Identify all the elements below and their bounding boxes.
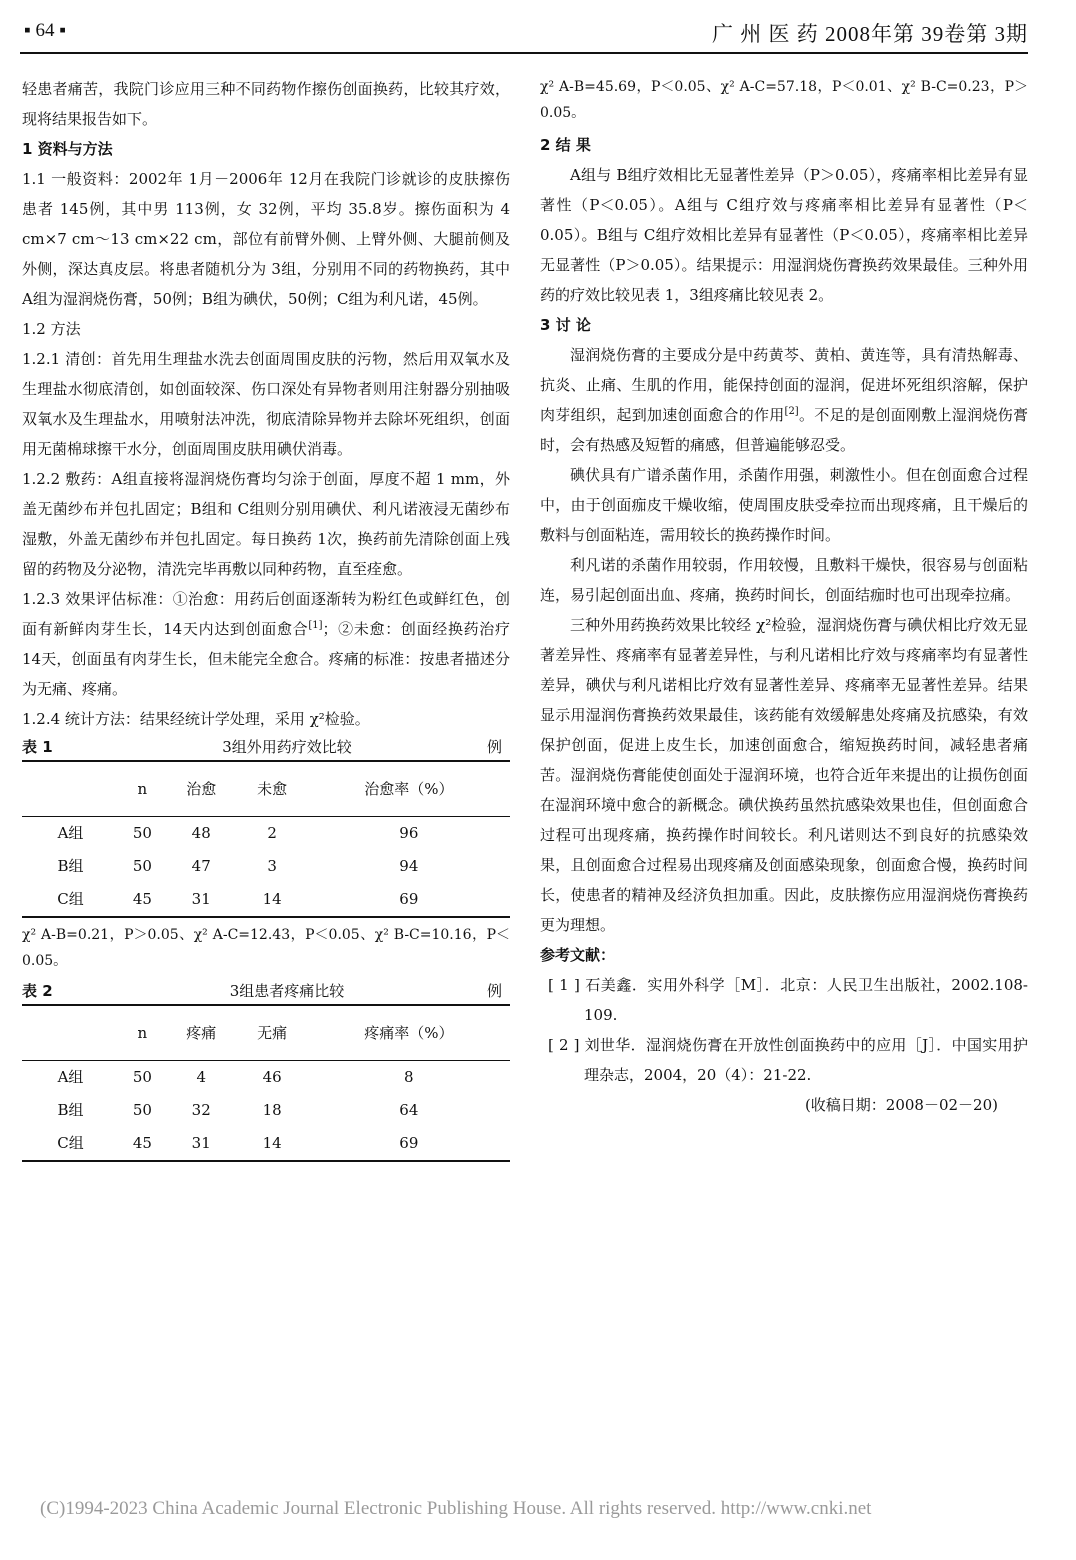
table-cell: 50 (132, 824, 152, 842)
table-cell: 32 (191, 1101, 211, 1119)
received-date: (收稿日期：2008－02－20) (804, 1096, 998, 1114)
table-row (22, 1094, 510, 1127)
table-header-cell: n (137, 780, 148, 798)
discussion-paragraph-1 (540, 340, 1028, 460)
table-row (22, 883, 510, 917)
table-cell: 50 (132, 857, 152, 875)
table-cell: 14 (262, 1134, 282, 1152)
table-cell: 31 (191, 1134, 211, 1152)
left-column (22, 74, 510, 1162)
section-2-title: 2 结 果 (540, 136, 591, 154)
table-row (22, 1127, 510, 1161)
section-1-2-3-a: 1.2.3 效果评估标准：①治愈：用药后创面逐渐转为粉红色或鲜红色，创面有新鲜肉芽生长，14天内达到创面愈合 (22, 590, 510, 638)
table-header-row (22, 761, 510, 817)
table-cell: 3 (267, 857, 277, 875)
table-header-cell (22, 1005, 119, 1061)
table-cell: C组 (57, 890, 84, 908)
table-2 (22, 1004, 510, 1162)
table-2-label: 表 2 (22, 982, 53, 1000)
section-1-2-4: 1.2.4 统计方法：结果经统计学处理，采用 χ²检验。 (22, 710, 370, 728)
section-3-title: 3 讨 论 (540, 316, 591, 334)
table-cell: 8 (404, 1068, 414, 1086)
table-cell: A组 (57, 1068, 84, 1086)
table-cell: A组 (57, 824, 84, 842)
table-cell: 94 (399, 857, 419, 875)
table-1-statistics: χ² A-B=0.21，P＞0.05、χ² A-C=12.43，P＜0.05、χ² B-C=10.16，P＜0.05。 (22, 927, 510, 969)
reference-item: [ 1 ] 石美鑫．实用外科学［M］．北京：人民卫生出版社，2002.108-109. (548, 976, 1028, 1024)
table-cell: 50 (132, 1101, 152, 1119)
discussion-1-b: 。不足的是创面刚敷上湿润烧伤膏时，会有热感及短暂的痛感，但普遍能够忍受。 (540, 406, 1028, 454)
table-header-cell: 治愈 (186, 780, 217, 798)
right-column (540, 74, 1028, 1120)
page-header (0, 0, 1076, 70)
table-row (22, 1061, 510, 1095)
table-cell: 46 (262, 1068, 282, 1086)
table-1-unit: 例 (486, 738, 502, 756)
table-cell: 69 (399, 890, 419, 908)
journal-issue: 广 州 医 药 2008年第 39卷第 3期 (712, 22, 1028, 46)
discussion-1-a: 湿润烧伤膏的主要成分是中药黄芩、黄柏、黄连等，具有清热解毒、抗炎、止痛、生肌的作用，能保持创面的湿润，促进坏死组织溶解，保护肉芽组织，起到加速创面愈合的作用 (540, 346, 1028, 424)
table-cell: 14 (262, 890, 282, 908)
table-cell: 69 (399, 1134, 419, 1152)
table-cell: 47 (191, 857, 211, 875)
table-row (22, 817, 510, 851)
table-cell: B组 (57, 1101, 84, 1119)
table-cell: B组 (57, 857, 84, 875)
table-cell: 45 (132, 890, 152, 908)
table-2-caption (22, 978, 510, 1004)
table-header-cell (22, 761, 119, 817)
table-cell: 45 (132, 1134, 152, 1152)
discussion-paragraph-2: 碘伏具有广谱杀菌作用，杀菌作用强，刺激性小。但在创面愈合过程中，由于创面痂皮干燥收缩，使周围皮肤受牵拉而出现疼痛，且干燥后的敷料与创面粘连，需用较长的换药操作时间。 (540, 466, 1028, 544)
table-header-row (22, 1005, 510, 1061)
header-rule (20, 52, 1028, 54)
table-1-title: 3组外用药疗效比较 (222, 738, 352, 756)
table-cell: 96 (399, 824, 419, 842)
section-1-2-3 (22, 584, 510, 704)
table-row (22, 850, 510, 883)
table-2-unit: 例 (486, 982, 502, 1000)
results-paragraph: A组与 B组疗效相比无显著性差异（P＞0.05），疼痛率相比差异有显著性（P＜0.05）。A组与 C组疗效与疼痛率相比差异有显著性（P＜0.05）。B组与 C组疗效相比差异有显著性（P＜0.05），疼痛率相比差异无显著性（P＞0.05）。结果提示：用湿润烧伤膏换药效果最佳。三种外用药的疗效比较见表 1，3组疼痛比较见表 2。 (540, 166, 1028, 304)
section-1-2-title: 1.2 方法 (22, 320, 81, 338)
table-cell: 4 (196, 1068, 206, 1086)
section-1-2-1: 1.2.1 清创：首先用生理盐水洗去创面周围皮肤的污物，然后用双氧水及生理盐水彻底清创，如创面较深、伤口深处有异物者则用注射器分别抽吸双氧水及生理盐水，用喷射法冲洗，彻底清除异物并去除坏死组织，创面用无菌棉球擦干水分，创面周围皮肤用碘伏消毒。 (22, 350, 510, 458)
table-2-statistics: χ² A-B=45.69，P＜0.05、χ² A-C=57.18，P＜0.01、χ² B-C=0.23，P＞0.05。 (540, 79, 1028, 121)
section-1-title: 1 资料与方法 (22, 140, 113, 158)
table-header-cell: 疼痛 (186, 1024, 217, 1042)
table-cell: 2 (267, 824, 277, 842)
table-cell: 31 (191, 890, 211, 908)
copyright-footer: (C)1994-2023 China Academic Journal Electronic Publishing House. All rights reserved. http://www.cnki.net (40, 1498, 872, 1519)
citation-1: [1] (308, 620, 323, 631)
table-header-cell: n (137, 1024, 148, 1042)
table-1-caption (22, 734, 510, 760)
reference-item: [ 2 ] 刘世华．湿润烧伤膏在开放性创面换药中的应用［J］．中国实用护理杂志，2004，20（4）：21-22. (548, 1036, 1028, 1084)
table-1-label: 表 1 (22, 738, 53, 756)
discussion-paragraph-3: 利凡诺的杀菌作用较弱，作用较慢，且敷料干燥快，很容易与创面粘连，易引起创面出血、疼痛，换药时间长，创面结痂时也可出现牵拉痛。 (540, 556, 1028, 604)
table-2-title: 3组患者疼痛比较 (229, 982, 345, 1000)
table-header-cell: 无痛 (257, 1024, 288, 1042)
section-1-2-2: 1.2.2 敷药：A组直接将湿润烧伤膏均匀涂于创面，厚度不超 1 mm，外盖无菌纱布并包扎固定；B组和 C组则分别用碘伏、利凡诺液浸无菌纱布湿敷，外盖无菌纱布并包扎固定。每日换药 1次，换药前先清除创面上残留的药物及分泌物，清洗完毕再敷以同种药物，直至痊愈。 (22, 470, 510, 578)
table-1 (22, 760, 510, 918)
table-cell: 18 (262, 1101, 282, 1119)
page-number: ▪ 64 ▪ (24, 20, 66, 41)
citation-2: [2] (784, 406, 799, 417)
discussion-paragraph-4: 三种外用药换药效果比较经 χ²检验，湿润烧伤膏与碘伏相比疗效无显著差异性、疼痛率有显著差异性，与利凡诺相比疗效与疼痛率均有显著性差异，碘伏与利凡诺相比疗效有显著性差异、疼痛率无显著性差异。结果显示用湿润伤膏换药效果最佳，该药能有效缓解患处疼痛及抗感染，有效保护创面，促进上皮生长，加速创面愈合，缩短换药时间，减轻患者痛苦。湿润烧伤膏能使创面处于湿润环境，也符合近年来提出的让损伤创面在湿润环境中愈合的新概念。碘伏换药虽然抗感染效果也佳，但创面愈合过程可出现疼痛，换药操作时间较长。利凡诺则达不到良好的抗感染效果，且创面愈合过程易出现疼痛及创面感染现象，创面愈合慢，换药时间长，使患者的精神及经济负担加重。因此，皮肤擦伤应用湿润烧伤膏换药更为理想。 (540, 616, 1028, 934)
table-header-cell: 治愈率（%） (364, 780, 454, 798)
table-cell: 48 (191, 824, 211, 842)
table-cell: 64 (399, 1101, 419, 1119)
section-1-1: 1.1 一般资料：2002年 1月－2006年 12月在我院门诊就诊的皮肤擦伤患者 145例，其中男 113例，女 32例，平均 35.8岁。擦伤面积为 4 cm×7 cm～13 cm×22 cm，部位有前臂外侧、上臂外侧、大腿前侧及外侧，深达真皮层。将患者随机分为 3组，分别用不同的药物换药，其中 A组为湿润烧伤膏，50例；B组为碘伏，50例；C组为利凡诺，45例。 (22, 170, 510, 308)
table-header-cell: 未愈 (257, 780, 288, 798)
intro-paragraph: 轻患者痛苦，我院门诊应用三种不同药物作擦伤创面换药，比较其疗效，现将结果报告如下。 (22, 80, 510, 128)
reference-list (540, 970, 1028, 1090)
section-1-2-3-b: ；②未愈：创面经换药治疗 14天，创面虽有肉芽生长，但未能完全愈合。疼痛的标准：按患者描述分为无痛、疼痛。 (22, 620, 510, 698)
table-cell: C组 (57, 1134, 84, 1152)
references-title: 参考文献： (540, 946, 616, 964)
table-cell: 50 (132, 1068, 152, 1086)
table-header-cell: 疼痛率（%） (364, 1024, 454, 1042)
